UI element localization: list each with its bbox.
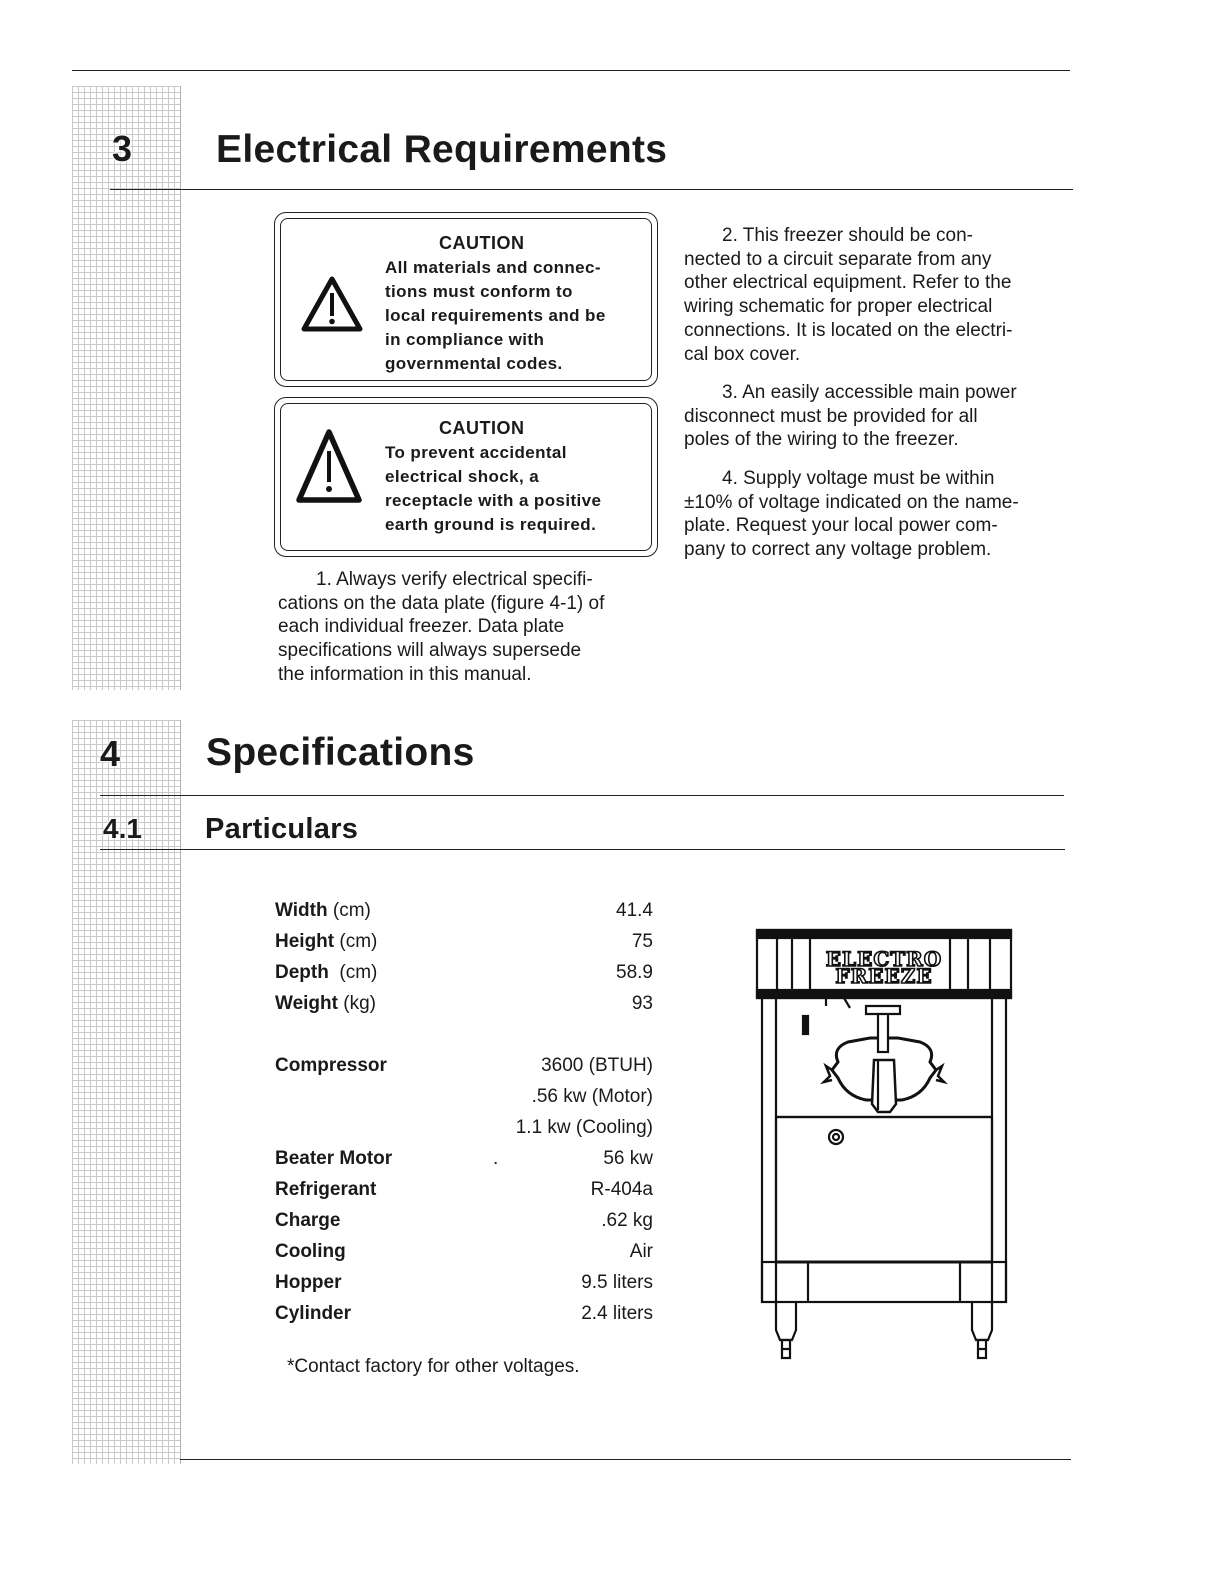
spec-label [275,993,376,1015]
section4-number: 4 [100,733,121,774]
spec-value: Air [629,1241,653,1262]
para-line: 3. An easily accessible main power [722,382,1017,403]
para-line: connections. It is located on the electri- [684,319,1013,341]
spec-value: 1.1 kw (Cooling) [515,1117,653,1138]
caution-box-1 [274,212,658,387]
voltage-note: *Contact factory for other voltages. [287,1356,580,1377]
spec-label [275,1179,376,1201]
spec-row [275,1210,653,1238]
section4-title: Specifications [206,731,475,774]
spec-unit: (cm) [328,962,378,983]
spec-dot: . [493,1148,499,1169]
spec-name: Beater Motor [275,1148,393,1169]
para-line: plate. Request your local power com- [684,515,998,537]
spec-value: 9.5 liters [581,1272,653,1293]
spec-value: 58.9 [616,962,653,983]
spec-unit: (cm) [327,900,371,921]
spec-row [275,1272,653,1300]
para-line: cal box cover. [684,343,801,365]
caution-text [385,441,645,537]
freezer-illustration [740,920,1030,1370]
electrical-item-4 [684,467,1074,562]
spec-name: Compressor [275,1055,387,1076]
spec-value: 75 [631,931,653,952]
section3-number: 3 [112,128,133,169]
spec-label [275,1272,342,1294]
para-line: 1. Always verify electrical specifi- [316,569,593,590]
spec-label [275,1148,392,1170]
section3-title: Electrical Requirements [216,128,668,171]
caution-line: electrical shock, a [385,467,540,486]
spec-label [275,1241,346,1263]
spec-row [275,900,653,928]
spec-row [275,931,653,959]
para-line: disconnect must be provided for all [684,405,978,427]
caution-text [385,256,645,376]
spec-row [275,962,653,990]
spec-row [275,993,653,1021]
para-line: cations on the data plate (figure 4-1) of [278,592,605,614]
spec-name: Hopper [275,1272,342,1293]
spec-label [275,900,371,922]
para-line: each individual freezer. Data plate [278,616,565,638]
spec-label [275,931,377,953]
spec-name: Depth [275,962,329,983]
spec-name: Cooling [275,1241,346,1262]
spec-value: 93 [631,993,653,1014]
caution-title: CAUTION [439,233,525,253]
brand-logo [826,947,942,988]
spec-value: .62 kg [601,1210,653,1231]
para-line: 2. This freezer should be con- [722,225,974,246]
spec-value: 41.4 [616,900,653,921]
spec-label [275,962,377,984]
para-line: wiring schematic for proper electrical [684,296,993,318]
para-line: 4. Supply voltage must be within [722,468,995,489]
spec-row [275,1241,653,1269]
caution-box-2 [274,397,658,557]
spec-name: Weight [275,993,338,1014]
para-line: ±10% of voltage indicated on the name- [684,491,1019,513]
section3-rule [110,189,1073,190]
para-line: poles of the wiring to the freezer. [684,429,959,451]
brand-line-2: FREEZE [835,964,933,988]
spec-row [275,1086,653,1114]
subsection-title: Particulars [205,813,359,845]
electrical-item-3 [684,381,1074,452]
caution-line: All materials and connec- [385,258,601,277]
spec-value: 3600 (BTUH) [541,1055,653,1076]
spec-value: .56 kw (Motor) [531,1086,653,1107]
spec-label [275,1303,351,1325]
spec-unit: (kg) [337,993,376,1014]
subsection-number: 4.1 [103,813,142,844]
spec-name: Charge [275,1210,341,1231]
caution-title: CAUTION [439,418,525,438]
caution-line: tions must conform to [385,282,573,301]
section4-rule [100,795,1064,796]
caution-line: To prevent accidental [385,443,567,462]
top-rule [72,70,1070,71]
spec-name: Refrigerant [275,1179,377,1200]
spec-row [275,1055,653,1083]
para-line: other electrical equipment. Refer to the [684,272,1012,294]
spec-row [275,1303,653,1331]
spec-name: Width [275,900,328,921]
para-line: the information in this manual. [278,663,532,685]
warning-triangle-icon [296,429,362,503]
brand-line-1: ELECTRO [825,947,943,971]
para-line: specifications will always supersede [278,640,582,662]
caution-line: local requirements and be [385,306,606,325]
spec-value: R-404a [590,1179,653,1200]
caution-line: governmental codes. [385,354,563,373]
spec-label [275,1210,340,1232]
caution-line: receptacle with a positive [385,491,602,510]
subsection-rule [100,849,1065,850]
bottom-rule [180,1459,1071,1460]
spec-unit: (cm) [334,931,378,952]
caution-line: in compliance with [385,330,545,349]
spec-name: Height [275,931,335,952]
electrical-item-1 [278,568,658,687]
spec-value: 2.4 liters [581,1303,653,1324]
caution-line: earth ground is required. [385,515,597,534]
spec-row [275,1148,653,1176]
para-line: nected to a circuit separate from any [684,248,992,270]
spec-label [275,1055,387,1077]
spec-name: Cylinder [275,1303,352,1324]
spec-value: 56 kw [603,1148,653,1169]
spec-row [275,1179,653,1207]
para-line: pany to correct any voltage problem. [684,539,992,561]
section3-grid-strip [72,86,181,690]
electrical-item-2 [684,224,1074,366]
spec-row [275,1117,653,1145]
warning-triangle-icon [301,276,363,332]
